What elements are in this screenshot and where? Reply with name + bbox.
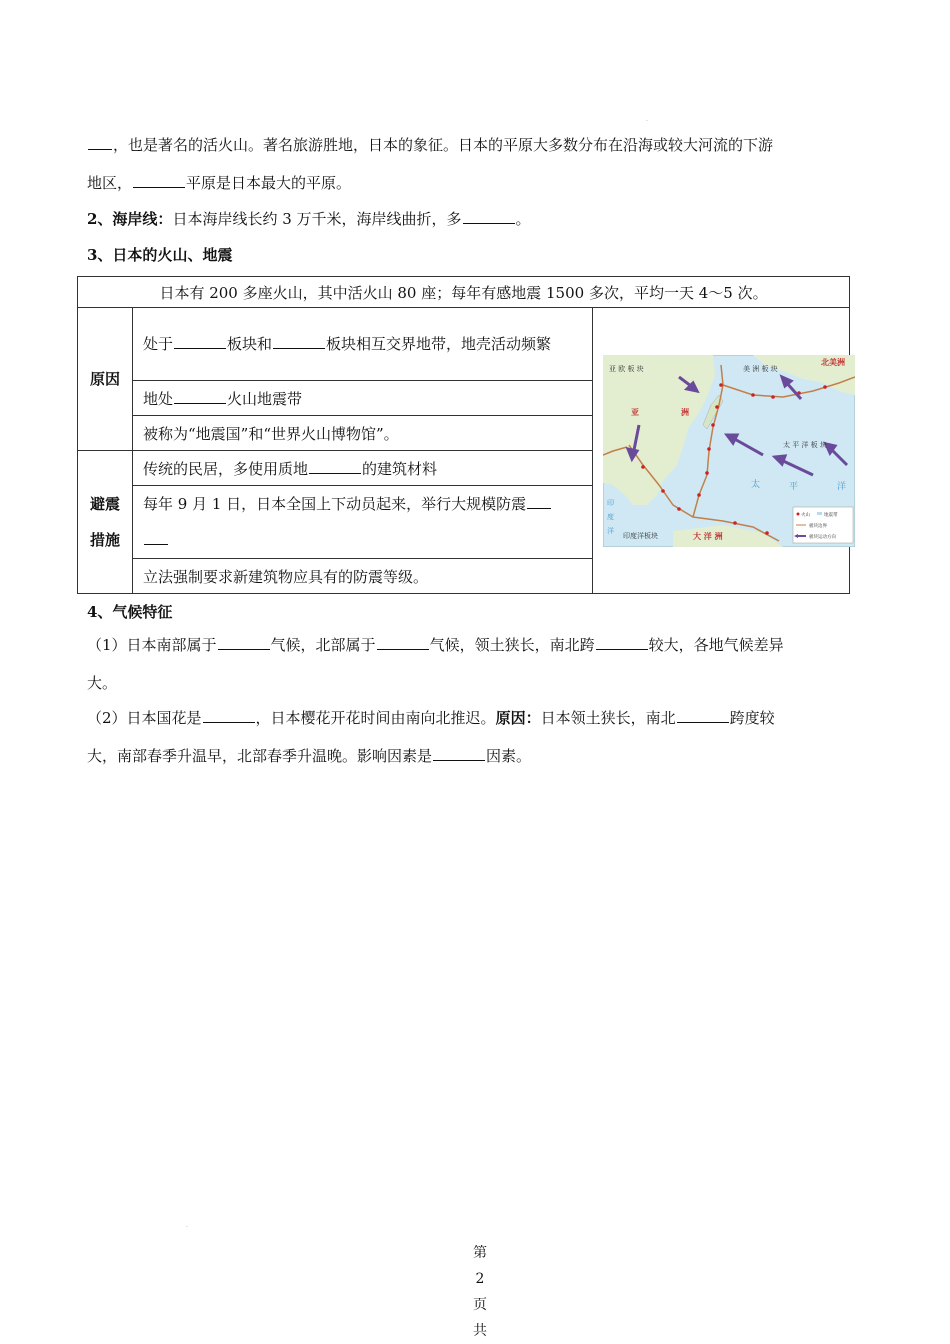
answer-blank[interactable] [203, 706, 255, 723]
answer-blank[interactable] [463, 207, 515, 224]
answer-blank[interactable] [133, 171, 185, 188]
answer-blank[interactable] [174, 332, 226, 349]
coastline-heading: 2、海岸线： [87, 210, 173, 228]
map-label-america-plate: 美 洲 板 块 [743, 364, 778, 373]
intro-text-1: ，也是著名的活火山。著名旅游胜地，日本的象征。日本的平原大多数分布在沿海或较大河流的下游 [113, 136, 774, 154]
cause-label: 原因 [78, 308, 133, 451]
map-label-eurasia-plate: 亚 欧 板 块 [609, 364, 644, 373]
coastline-end: 。 [515, 210, 531, 228]
intro-text-2: 地区， [87, 174, 133, 192]
answer-blank[interactable] [88, 133, 112, 150]
climate-paragraph-1: （1）日本南部属于 气候，北部属于 气候，领土狭长，南北跨 较大，各地气候差异 大。 [87, 626, 867, 702]
map-label-oceania: 大 洋 洲 [693, 530, 723, 541]
answer-blank[interactable] [377, 633, 429, 650]
legend-boundary: 板块边界 [809, 523, 827, 529]
answer-blank[interactable] [273, 332, 325, 349]
volcano-earthquake-table [77, 276, 850, 594]
footer-gong: 共 [473, 1323, 487, 1339]
measure-row-material: 传统的民居，多使用质地 的建筑材料 [133, 451, 593, 486]
legend-volcano: 火山 [801, 512, 810, 518]
measures-label: 避震 措施 [78, 451, 133, 594]
scan-dot: . [646, 116, 648, 123]
reason-label: 原因： [495, 709, 541, 727]
map-label-pacific-plate: 太 平 洋 板 块 [783, 440, 827, 449]
map-label-pacific-ocean-1: 太 [751, 479, 761, 490]
map-label-north-america: 北美洲 [821, 356, 845, 367]
measure-row-law: 立法强制要求新建筑物应具有的防震等级。 [133, 559, 593, 594]
footer-ye: 页 [473, 1297, 487, 1313]
cause-row-nickname: 被称为“地震国”和“世界火山博物馆”。 [133, 416, 593, 451]
answer-blank[interactable] [144, 528, 168, 545]
answer-blank[interactable] [677, 706, 729, 723]
section3-heading: 3、日本的火山、地震 [87, 246, 233, 264]
footer-di: 第 [473, 1245, 487, 1261]
map-label-asia-2: 洲 [681, 406, 689, 417]
answer-blank[interactable] [527, 492, 551, 509]
cause-row-plates: 处于 板块和 板块相互交界地带，地壳活动频繁 [133, 308, 593, 381]
footer-page-number: 2 [475, 1271, 485, 1287]
answer-blank[interactable] [433, 744, 485, 761]
map-label-pacific-ocean-3: 洋 [837, 481, 847, 492]
map-label-indian-ocean-1: 印 [607, 498, 614, 507]
coastline-text: 日本海岸线长约 3 万千米，海岸线曲折，多 [172, 210, 462, 228]
answer-blank[interactable] [596, 633, 648, 650]
map-label-pacific-ocean-2: 平 [789, 481, 799, 492]
table-header: 日本有 200 多座火山，其中活火山 80 座；每年有感地震 1500 多次，平均一天 4～5 次。 [78, 277, 850, 308]
climate-paragraph-2: （2）日本国花是 ，日本樱花开花时间由南向北推迟。原因：日本领土狭长，南北 跨度较 大，南部春季升温早，北部春季升温晚。影响因素是 因素。 [87, 699, 867, 775]
plate-map [603, 355, 855, 547]
map-label-asia-1: 亚 [631, 406, 639, 417]
map-label-indian-plate: 印度洋板块 [623, 531, 658, 540]
plate-map-svg [603, 355, 855, 547]
answer-blank[interactable] [309, 457, 361, 474]
cause-row-belt: 地处 火山地震带 [133, 381, 593, 416]
legend-direction: 板块运动方向 [809, 534, 836, 540]
answer-blank[interactable] [218, 633, 270, 650]
measure-row-drill: 每年 9 月 1 日，日本全国上下动员起来，举行大规模防震 [133, 486, 593, 559]
plate-map-cell [593, 308, 850, 594]
answer-blank[interactable] [174, 387, 226, 404]
coastline-paragraph [87, 200, 867, 238]
intro-paragraph [87, 126, 867, 202]
map-label-indian-ocean-3: 洋 [607, 526, 614, 535]
intro-text-3: 平原是日本最大的平原。 [186, 174, 352, 192]
map-legend [793, 507, 853, 543]
legend-quake: 地震带 [824, 512, 838, 518]
page-footer [460, 1240, 500, 1344]
scan-dot: . [186, 1222, 188, 1229]
map-label-indian-ocean-2: 度 [607, 512, 614, 521]
section4-heading: 4、气候特征 [87, 603, 173, 621]
